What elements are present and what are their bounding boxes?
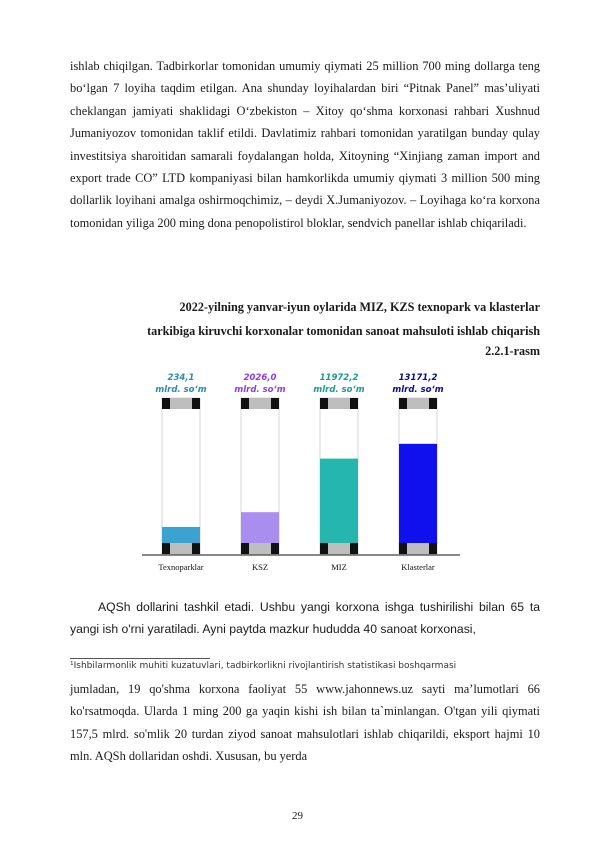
footnote-divider bbox=[70, 658, 210, 659]
bar-chart bbox=[140, 366, 465, 576]
figure-label: 2.2.1-rasm bbox=[485, 344, 540, 358]
bar-bottom-cap-highlight bbox=[249, 543, 271, 554]
body-paragraph-2: AQSh dollarini tashkil etadi. Ushbu yangi korxona ishga tushirilishi bilan 65 ta yangi ish o'rni yaratiladi. Ayni paytda mazkur hududda 40 sanoat korxonasi, bbox=[70, 600, 540, 637]
bar-value-label: 11972,2 bbox=[319, 373, 359, 383]
category-label: MIZ bbox=[331, 562, 347, 572]
footnote: ¹Ishbilarmonlik muhiti kuzatuvlari, tadbirkorlikni rivojlantirish statistikasi boshqarmasi bbox=[70, 661, 457, 671]
category-label: KSZ bbox=[251, 562, 269, 572]
bar-unit-label: mlrd. so‘m bbox=[234, 385, 286, 395]
bar-top-cap-highlight bbox=[249, 398, 271, 409]
bar-fill bbox=[162, 527, 200, 543]
figure-title bbox=[70, 295, 540, 343]
bar-fill bbox=[320, 459, 358, 543]
bar-top-cap-highlight bbox=[328, 398, 350, 409]
bar-unit-label: mlrd. so‘m bbox=[313, 385, 365, 395]
figure-title-line-1: 2022-yilning yanvar-iyun oylarida MIZ, KZS texnopark va klasterlar bbox=[179, 300, 540, 314]
bar-top-cap-highlight bbox=[170, 398, 192, 409]
bar-bottom-cap-highlight bbox=[170, 543, 192, 554]
bar-bottom-cap-highlight bbox=[407, 543, 429, 554]
category-label: Texnoparklar bbox=[158, 562, 204, 572]
bar-fill bbox=[399, 444, 437, 543]
bar-unit-label: mlrd. so‘m bbox=[392, 385, 444, 395]
body-paragraph-3: jumladan, 19 qo'shma korxona faoliyat 55 www.jahonnews.uz sayti ma’lumotlari 66 ko'rsatmoqda. Ularda 1 ming 200 ga yaqin kishi ish bilan ta`minlangan. O'tgan yili qiymati 157,5 mlrd. so'mlik 20 turdan ziyod sanoat mahsulotlari ishlab chiqarildi, eksport hajmi 10 mln. AQSh dollaridan oshdi. Xususan, bu yerda bbox=[70, 682, 540, 764]
bar-value-label: 2026,0 bbox=[243, 373, 277, 383]
category-label: Klasterlar bbox=[401, 562, 435, 572]
bar-bottom-cap-highlight bbox=[328, 543, 350, 554]
page-number: 29 bbox=[292, 810, 303, 822]
bar-top-cap-highlight bbox=[407, 398, 429, 409]
bar-fill bbox=[241, 512, 279, 543]
body-paragraph-1: ishlab chiqilgan. Tadbirkorlar tomonidan umumiy qiymati 25 million 700 ming dollarga teng bo‘lgan 7 loyiha taqdim etilgan. Ana shunday loyihalardan biri “Pitnak Panel” mas’uliyati cheklangan jamiyati shaklidagi O‘zbekiston – Xitoy qo‘shma korxonasi rahbari Xushnud Jumaniyozov tomonidan taklif etildi. Davlatimiz rahbari tomonidan yaratilgan bunday qulay investitsiya sharoitidan samarali foydalangan holda, Xitoyning “Xinjiang zaman import and export trade CO” LTD kompaniyasi bilan hamkorlikda umumiy qiymati 3 million 500 ming dollarlik loyihani amalga oshirmoqchimiz, – deydi X.Jumaniyozov. – Loyihaga ko‘ra korxona tomonidan yiliga 200 ming dona penopolistirol bloklar, sendvich panellar ishlab chiqariladi. bbox=[70, 59, 540, 230]
bar-value-label: 234,1 bbox=[167, 373, 195, 383]
bar-unit-label: mlrd. so‘m bbox=[155, 385, 207, 395]
figure-title-line-2: tarkibiga kiruvchi korxonalar tomonidan sanoat mahsuloti ishlab chiqarish bbox=[147, 324, 540, 338]
bar-value-label: 13171,2 bbox=[398, 373, 438, 383]
